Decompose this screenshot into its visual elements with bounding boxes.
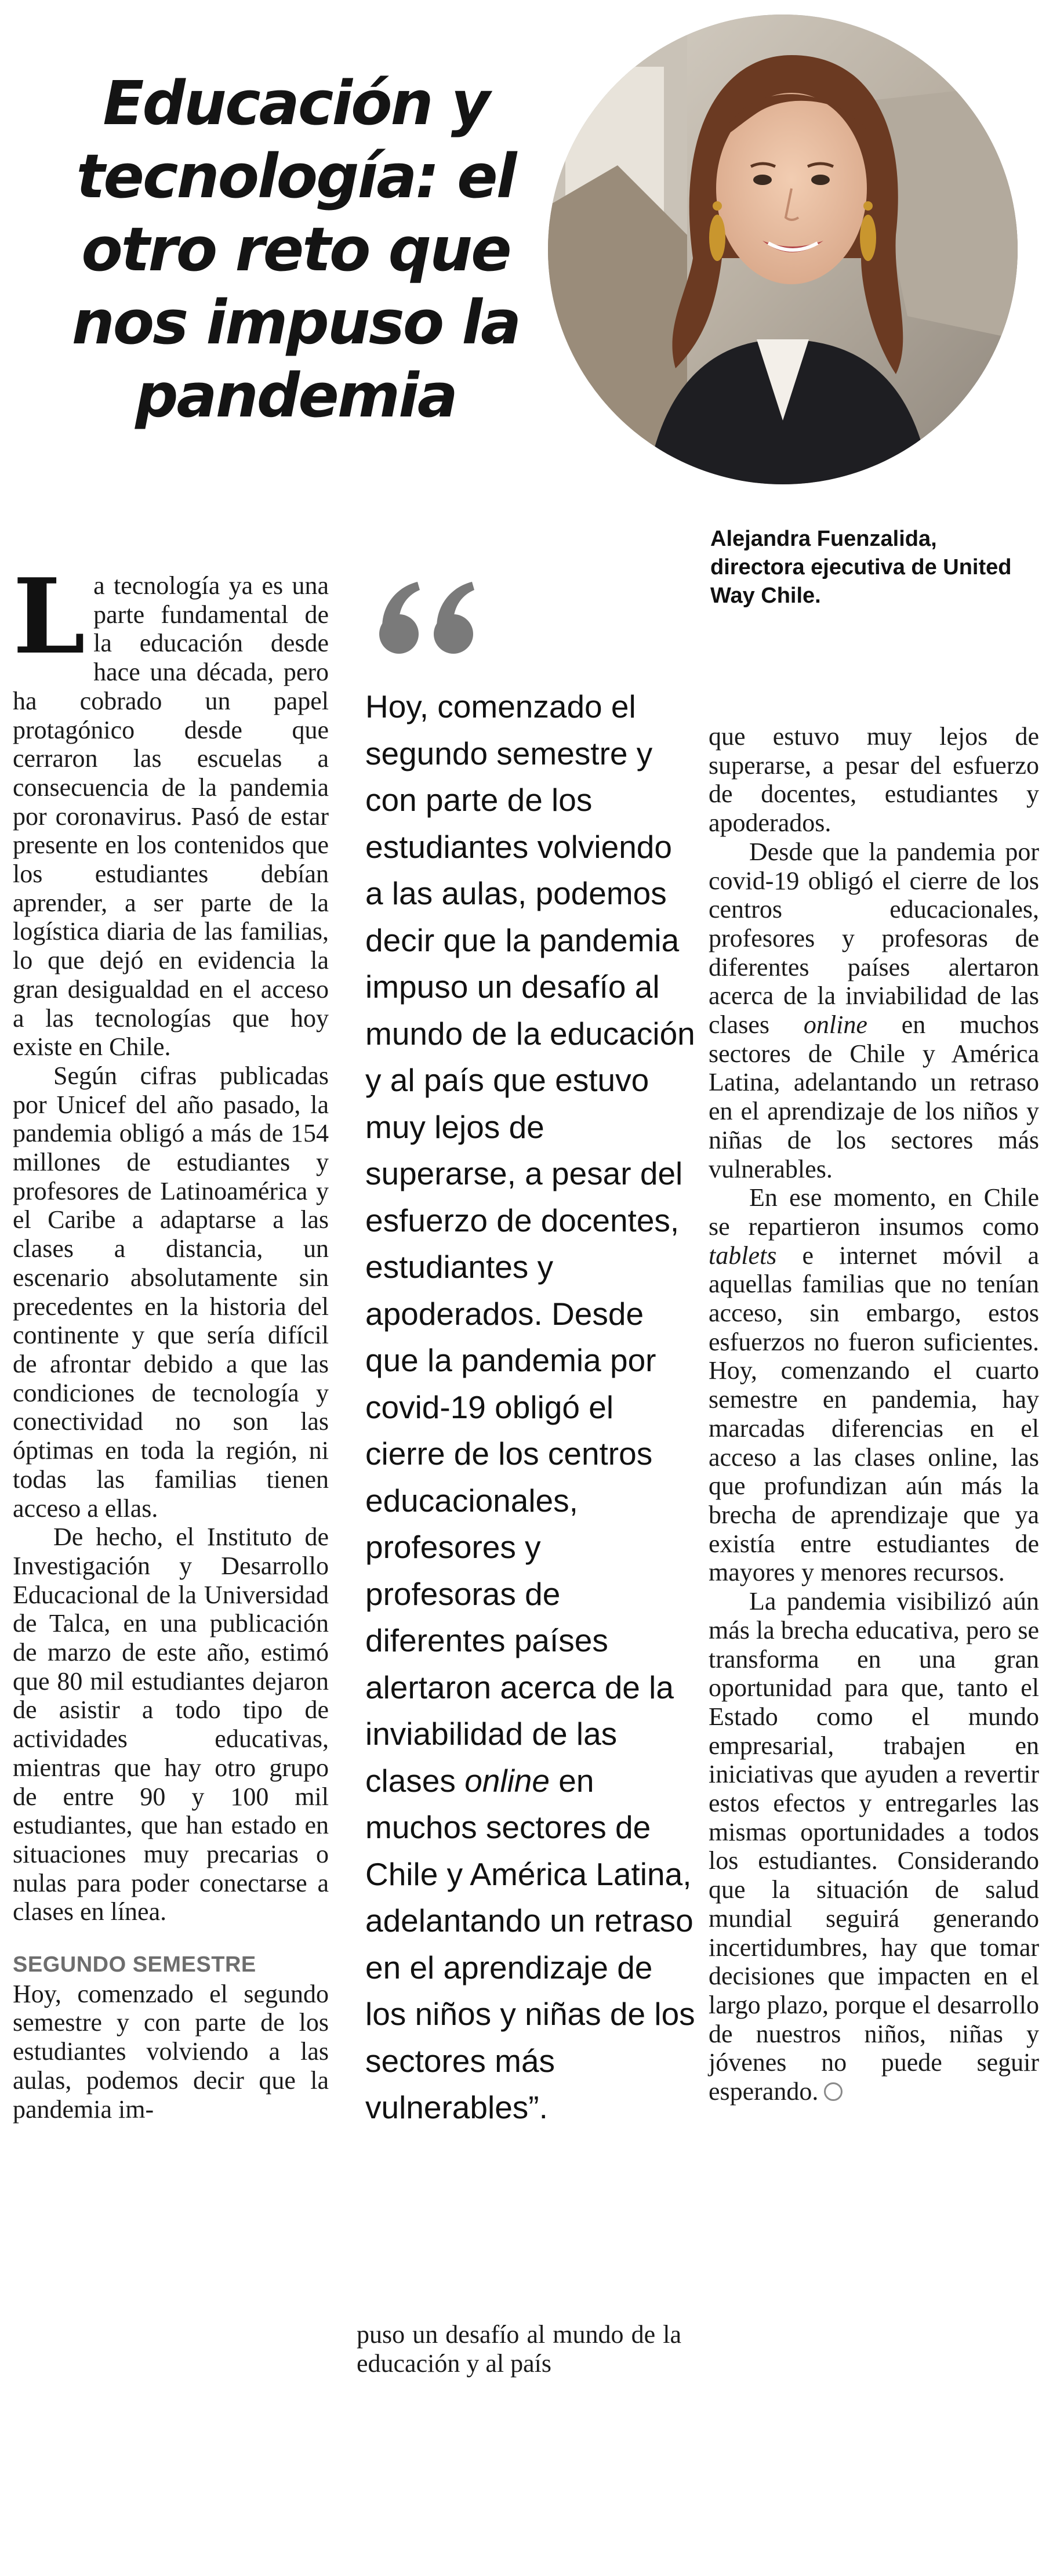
body-text: La pandemia visibilizó aún más la brecha educativa, pero se transforma en una gran oportunidad para que, tanto el Estado como el mundo empresarial, trabajen en iniciativas que ayuden a revertir estos efectos y entregarles las mismas oportunidades a todos los estudiantes. Considerando que la situación de salud mundial seguirá generando incertidumbres, hay que tomar decisiones que impacten en el largo plazo, porque el desarrollo de nuestros niños, niñas y jóvenes no puede seguir esperando.: [709, 1587, 1039, 2106]
section-subhead: SEGUNDO SEMESTRE: [13, 1952, 256, 1977]
body-paragraph: Hoy, comenzado el segundo semestre y con parte de los estudiantes volviendo a las aulas, podemos decir que la pandemia im-: [13, 1979, 329, 2124]
lead-paragraph: [13, 556, 329, 1061]
drop-cap: L: [13, 556, 86, 677]
body-text: en muchos sectores de Chile y América Latina, adelantando un retraso en el aprendizaje de los niños y niñas de los sectores más vulnerables.: [709, 1010, 1040, 1183]
end-of-article-circle-icon: [824, 2082, 843, 2101]
article-column-2: [357, 2320, 681, 2378]
body-text: En ese momento, en Chile se repartieron insumos como: [709, 1183, 1039, 1241]
body-italic: online: [803, 1010, 867, 1039]
pull-quote-text-end: en muchos sectores de Chile y América Latina, adelantando un retraso en el aprendizaje de los niños y niñas de los sectores más vulnerables”.: [365, 1762, 695, 2125]
body-paragraph: [709, 1587, 1039, 2106]
body-text: e internet móvil a aquellas familias que no tenían acceso, sin embargo, estos esfuerzos no fueron suficientes. Hoy, comenzando el cuarto semestre en pandemia, hay marcadas diferencias en el acceso a las clases online, las que profundizan aún más la brecha de aprendizaje que ya existía entre estudiantes de mayores y menores recursos.: [709, 1241, 1039, 1587]
body-italic: tablets: [709, 1241, 777, 1270]
body-paragraph: puso un desafío al mundo de la educación y al país: [357, 2320, 681, 2378]
pull-quote-text: Hoy, comenzado el segundo semestre y con parte de los estudiantes volviendo a las aulas, podemos decir que la pandemia impuso un desafío al mundo de la educación y al país que estuvo muy lejos de superarse, a pesar del esfuerzo de docentes, estudiantes y apoderados. Desde que la pandemia por covid-19 obligó el cierre de los centros educacionales, profesores y profesoras de diferentes países alertaron acerca de la inviabilidad de las clases: [365, 689, 695, 1799]
caption-role: directora ejecutiva de United Way Chile.: [710, 555, 1012, 608]
body-paragraph: [709, 1183, 1039, 1587]
body-text: Desde que la pandemia por covid-19 obligó el cierre de los centros educacionales, profesores y profesoras de diferentes países alertaron acerca de la inviabilidad de las clases: [709, 837, 1039, 1039]
pull-quote: [365, 683, 696, 2131]
article-headline: Educación y tecnología: el otro reto que nos impuso la pandemia: [71, 68, 520, 431]
author-portrait: [548, 15, 1018, 484]
article-column-3: [709, 722, 1039, 2106]
body-paragraph: [709, 838, 1039, 1183]
lead-paragraph-text: a tecnología ya es una parte fundamental de la educación desde hace una década, pero ha cobrado un papel protagónico desde que cerraron las escuelas a consecuencia de la pandemia por coronavirus. Pasó de estar presente en los contenidos que los estudiantes debían aprender, a ser parte de la logística diaria de las familias, lo que dejó en evidencia la gran desigualdad en el acceso a las tecnologías que hoy existe en Chile.: [13, 571, 329, 1061]
body-paragraph: que estuvo muy lejos de superarse, a pesar del esfuerzo de docentes, estudiantes y apoderados.: [709, 722, 1039, 838]
article-column-1: [13, 556, 329, 2124]
body-paragraph: Según cifras publicadas por Unicef del año pasado, la pandemia obligó a más de 154 millones de estudiantes y profesores de Latinoamérica y el Caribe a adaptarse a las clases a distancia, un escenario absolutamente sin precedentes en la historia del continente y que sería difícil de afrontar debido a que las condiciones de tecnología y conectividad no son las óptimas en toda la región, ni todas las familias tienen acceso a ellas.: [13, 1061, 329, 1523]
caption-name: Alejandra Fuenzalida,: [710, 527, 937, 551]
pull-quote-italic: online: [464, 1762, 550, 1799]
body-paragraph: De hecho, el Instituto de Investigación y Desarrollo Educacional de la Universidad de Talca, en una publicación de marzo de este año, estimó que 80 mil estudiantes dejaron de asistir a todo tipo de actividades educativas, mientras que hay otro grupo de entre 90 y 100 mil estudiantes, que han estado en situaciones muy precarias o nulas para poder conectarse a clases en línea.: [13, 1523, 329, 1926]
quote-mark-icon: [371, 577, 487, 658]
photo-caption: [710, 525, 1035, 610]
